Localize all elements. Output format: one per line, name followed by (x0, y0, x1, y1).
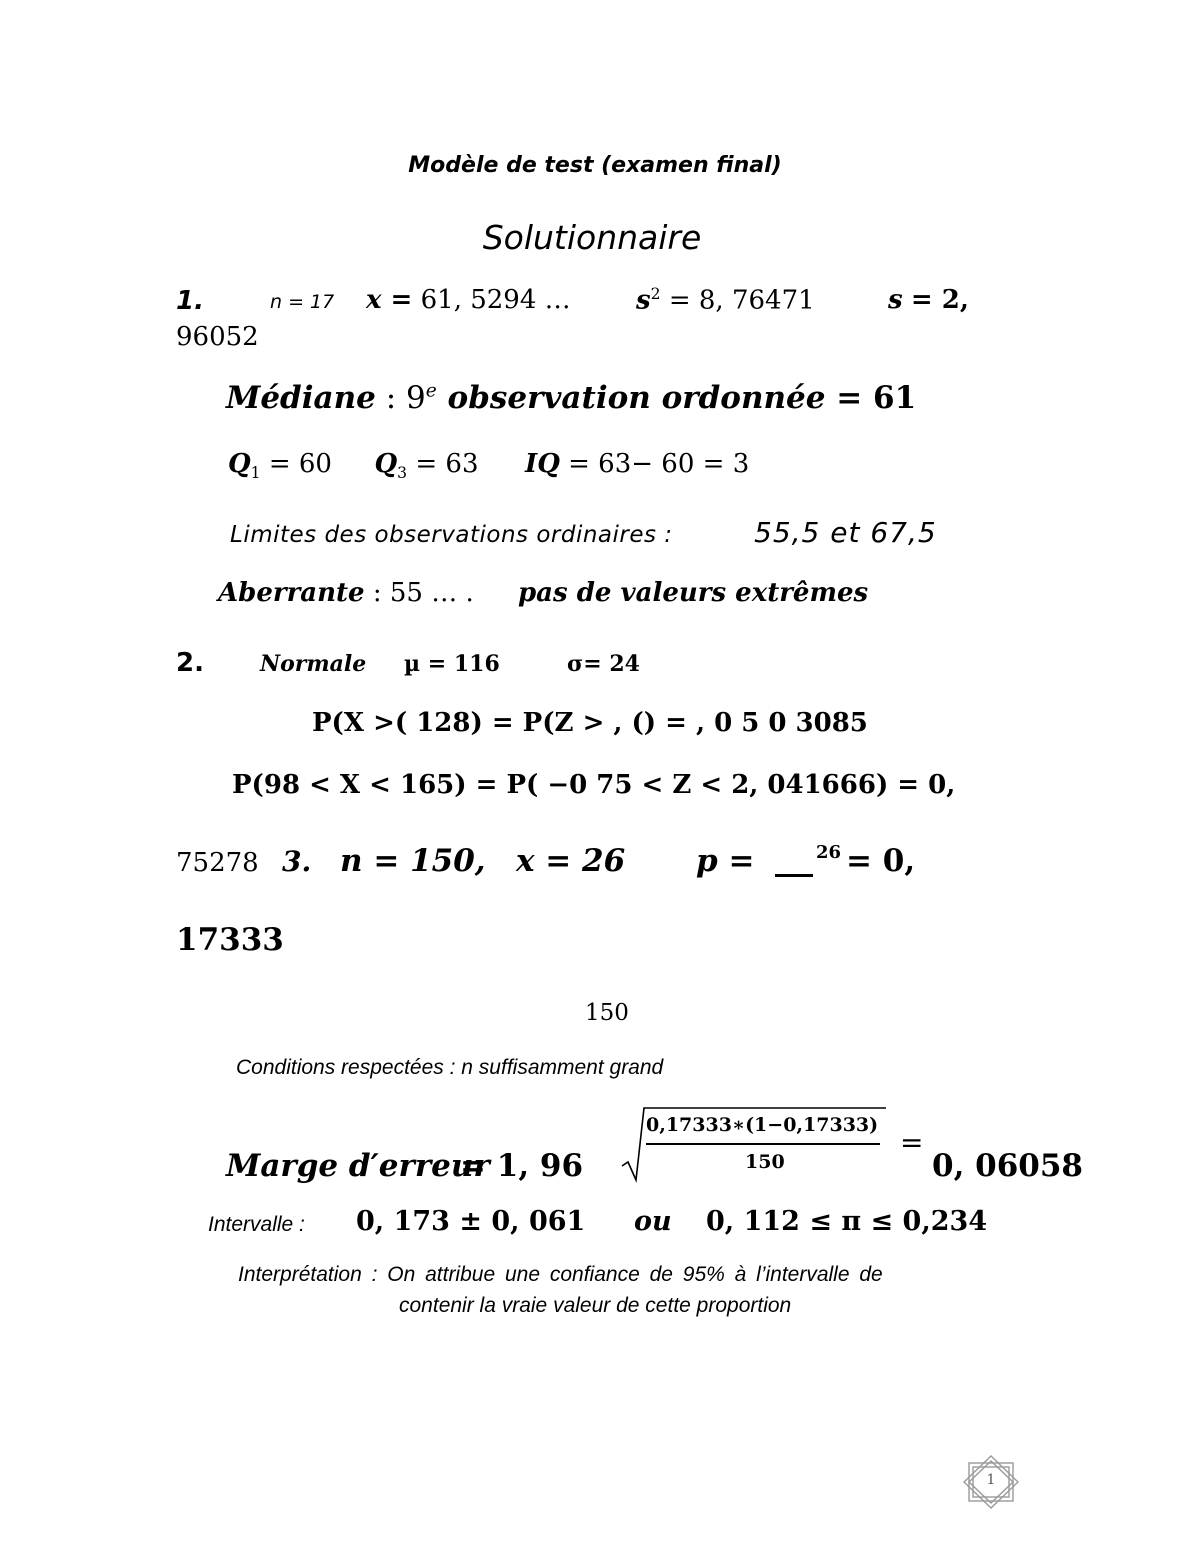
limits-value: 55,5 et 67,5 (754, 516, 937, 549)
p-hat-symbol: p = (696, 843, 755, 879)
page-title: Modèle de test (examen final) (408, 153, 782, 178)
median-line (226, 380, 916, 416)
p-hat-numerator: 26 (816, 842, 842, 863)
p-hat-denominator: 150 (585, 1000, 629, 1026)
variance (636, 285, 815, 316)
p-hat-continued: 17333 (176, 922, 284, 958)
median-text: observation ordonnée (436, 380, 826, 416)
interval-or: ou (634, 1206, 672, 1237)
interpretation-line-1: Interprétation : On attribue une confiance de 95% à l’intervalle de (238, 1263, 883, 1286)
margin-denominator: 150 (745, 1151, 785, 1173)
iq-value: = 63− 60 = 3 (559, 449, 750, 479)
quartiles-line (228, 449, 749, 482)
mean-mu: µ = 116 (404, 651, 500, 677)
margin-label: Marge d′erreur (226, 1148, 490, 1184)
page-subtitle: Solutionnaire (482, 218, 702, 257)
question-number: 3. (282, 845, 312, 878)
limits-label: Limites des observations ordinaires : (230, 522, 673, 548)
aberrant-value: : 55 … . (364, 578, 474, 608)
q1-value: = 60 (260, 449, 332, 479)
variance-exponent: 2 (650, 285, 661, 303)
probability-1: P(X >( 128) = P(Z > , () = , 0 5 0 3085 (312, 708, 868, 738)
probability-2-continued: 75278 (176, 848, 259, 878)
sample-n: n = 150, (340, 843, 486, 879)
q3-symbol: Q (374, 449, 398, 479)
median-order: : 9 (375, 380, 426, 416)
margin-equals: = (900, 1126, 924, 1159)
extremes-note: pas de valeurs extrêmes (518, 578, 869, 608)
interval-alternative: 0, 112 ≤ π ≤ 0,234 (706, 1206, 988, 1237)
conditions-note: Conditions respectées : n suffisamment grand (236, 1056, 664, 1079)
q3-subscript: 3 (397, 464, 408, 483)
page-number-badge (960, 1454, 1022, 1510)
std-dev (888, 285, 969, 315)
successes-x: x = 26 (516, 843, 626, 879)
median-label: Médiane (226, 380, 376, 416)
variance-symbol: s (636, 285, 651, 316)
q1-subscript: 1 (250, 464, 261, 483)
question-number: 1. (176, 286, 204, 316)
q1-symbol: Q (228, 449, 251, 479)
std-dev-symbol: s (888, 285, 903, 315)
question-number: 2. (176, 648, 204, 678)
interpretation-line-2: contenir la vraie valeur de cette proportion (399, 1294, 792, 1317)
std-dev-continued: 96052 (176, 322, 259, 352)
sigma: σ= 24 (567, 651, 640, 677)
margin-value: 0, 06058 (932, 1148, 1084, 1184)
margin-coefficient: = 1, 96 (460, 1148, 584, 1184)
page-number: 1 (986, 1472, 996, 1488)
fraction-bar (775, 874, 813, 877)
probability-2: P(98 < X < 165) = P( −0 75 < Z < 2, 041666) = 0, (232, 770, 956, 800)
sample-size: n = 17 (270, 291, 335, 313)
aberrant-label: Aberrante (218, 578, 365, 608)
iq-symbol: IQ (525, 449, 560, 479)
q3-value: = 63 (407, 449, 479, 479)
interval-label: Intervalle : (208, 1213, 305, 1236)
mean-symbol: x = (366, 285, 413, 315)
mean-line (366, 285, 571, 315)
std-dev-value: = 2, (910, 285, 969, 315)
aberrant-line (218, 578, 474, 608)
median-value: = 61 (825, 380, 917, 416)
p-hat-equals: = 0, (846, 843, 916, 879)
interval-value: 0, 173 ± 0, 061 (356, 1206, 586, 1237)
margin-numerator: 0,17333∗(1−0,17333) (646, 1114, 879, 1136)
normal-label: Normale (260, 651, 367, 677)
variance-value: = 8, 76471 (668, 285, 815, 316)
margin-fraction-bar (646, 1143, 880, 1145)
mean-value: 61, 5294 … (420, 285, 571, 315)
median-superscript: e (425, 380, 437, 402)
